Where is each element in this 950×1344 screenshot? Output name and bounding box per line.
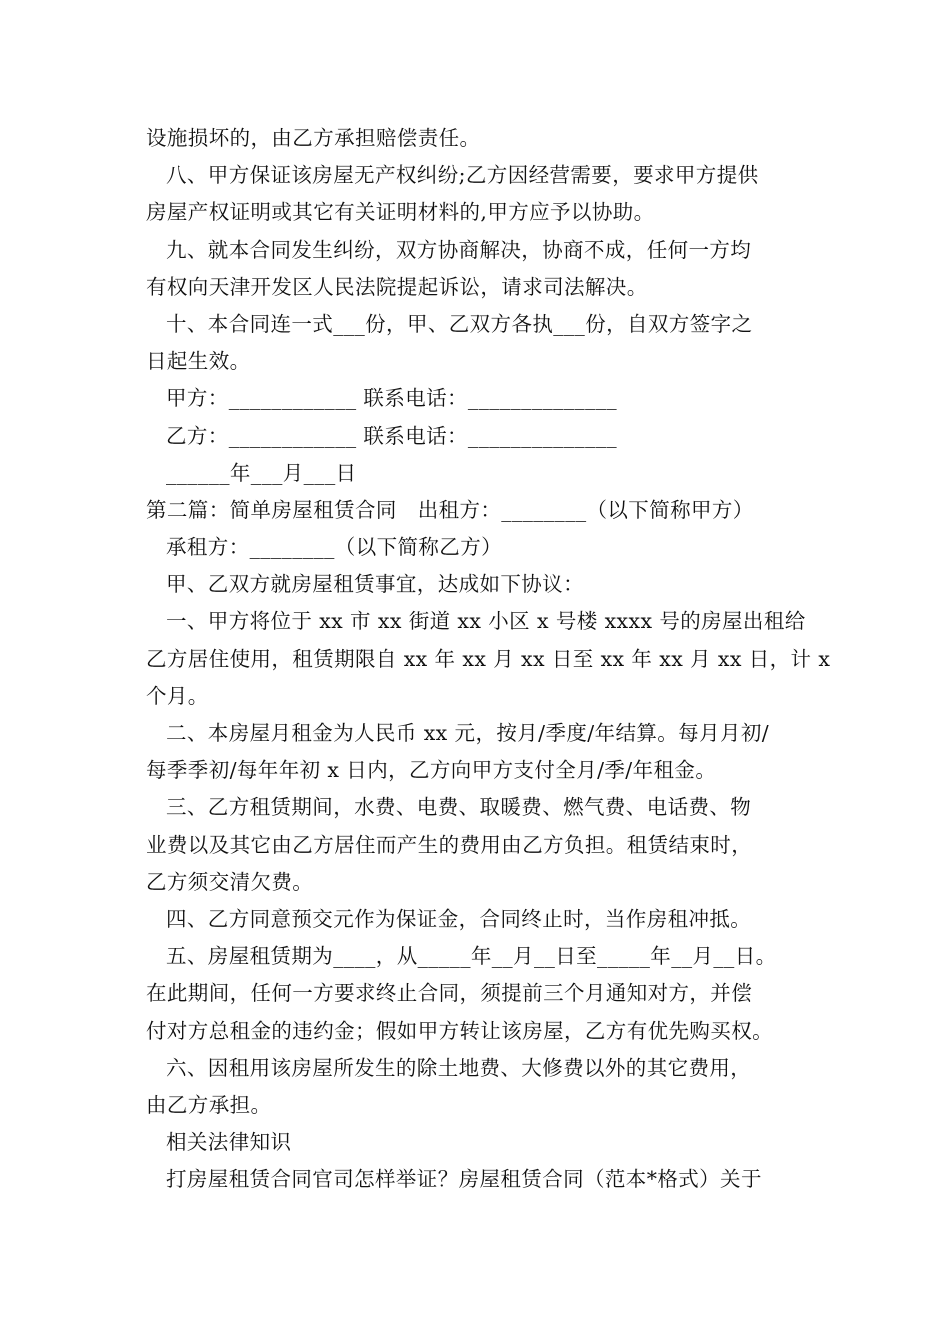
text-line: 业费以及其它由乙方居住而产生的费用由乙方负担。租赁结束时， bbox=[146, 832, 753, 857]
signature-line-party-a: 甲方：____________ 联系电话：______________ bbox=[166, 386, 618, 411]
text-line: 九、就本合同发生纠纷，双方协商解决，协商不成，任何一方均 bbox=[166, 237, 752, 262]
date-line: ______年___月___日 bbox=[166, 460, 357, 485]
text-line: 付对方总租金的违约金；假如甲方转让该房屋，乙方有优先购买权。 bbox=[146, 1018, 773, 1043]
text-line: 个月。 bbox=[146, 683, 209, 708]
text-line: 由乙方承担。 bbox=[146, 1092, 272, 1117]
text-line: 一、甲方将位于 xx 市 xx 街道 xx 小区 x 号楼 xxxx 号的房屋出租给 bbox=[166, 609, 806, 634]
text-line: 甲、乙双方就房屋租赁事宜，达成如下协议： bbox=[166, 572, 584, 597]
text-line: 五、房屋租赁期为____，从_____年__月__日至_____年__月__日。 bbox=[166, 944, 777, 969]
text-line: 有权向天津开发区人民法院提起诉讼，请求司法解决。 bbox=[146, 274, 648, 299]
text-line: 打房屋租赁合同官司怎样举证？房屋租赁合同（范本*格式）关于 bbox=[166, 1167, 762, 1192]
text-line: 设施损坏的，由乙方承担赔偿责任。 bbox=[146, 126, 481, 150]
text-line: 在此期间，任何一方要求终止合同，须提前三个月通知对方，并偿 bbox=[146, 981, 753, 1006]
text-line: 十、本合同连一式___份，甲、乙双方各执___份，自双方签字之 bbox=[166, 311, 753, 336]
text-line: 承租方：________（以下简称乙方） bbox=[166, 535, 502, 560]
text-line: 三、乙方租赁期间，水费、电费、取暖费、燃气费、电话费、物 bbox=[166, 795, 752, 820]
text-line: 乙方须交清欠费。 bbox=[146, 869, 314, 894]
text-line: 二、本房屋月租金为人民币 xx 元，按月/季度/年结算。每月月初/ bbox=[166, 721, 770, 745]
section-heading: 第二篇：简单房屋租赁合同 出租方：________（以下简称甲方） bbox=[146, 497, 754, 522]
text-line: 每季季初/每年年初 x 日内，乙方向甲方支付全月/季/年租金。 bbox=[146, 758, 717, 783]
text-line: 六、因租用该房屋所发生的除土地费、大修费以外的其它费用， bbox=[166, 1055, 752, 1080]
text-line: 房屋产权证明或其它有关证明材料的,甲方应予以协助。 bbox=[146, 200, 655, 225]
signature-line-party-b: 乙方：____________ 联系电话：______________ bbox=[166, 423, 618, 448]
subheading: 相关法律知识 bbox=[166, 1130, 292, 1155]
document-body bbox=[146, 120, 831, 1198]
text-line: 乙方居住使用，租赁期限自 xx 年 xx 月 xx 日至 xx 年 xx 月 xx 日，计 x bbox=[146, 646, 831, 671]
text-line: 日起生效。 bbox=[146, 349, 251, 374]
text-line: 四、乙方同意预交元作为保证金，合同终止时，当作房租冲抵。 bbox=[166, 906, 752, 931]
text-line: 八、甲方保证该房屋无产权纠纷;乙方因经营需要，要求甲方提供 bbox=[166, 163, 759, 188]
